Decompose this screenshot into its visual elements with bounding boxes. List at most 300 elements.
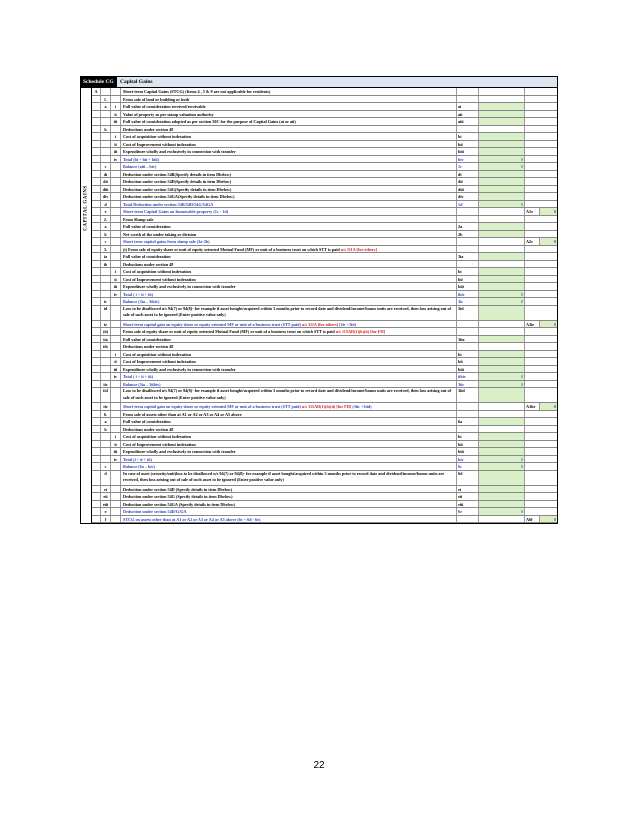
row-label-text: Net worth of the under taking or division <box>123 231 197 237</box>
row-field-code: biii <box>456 148 478 155</box>
row-item-number: iid <box>101 388 111 402</box>
row-result-blank <box>524 111 557 118</box>
row-result-blank <box>524 178 557 185</box>
row-value-field[interactable] <box>478 493 524 500</box>
row-result-blank <box>524 328 557 335</box>
row-result-value[interactable]: 0 <box>539 516 557 523</box>
form-row <box>92 88 557 96</box>
row-sub-number: i <box>111 351 121 358</box>
row-result-blank <box>524 343 557 350</box>
row-section-letter <box>92 373 101 380</box>
row-value-field[interactable] <box>478 418 524 425</box>
form-row <box>92 486 557 494</box>
row-sub-number: i <box>111 433 121 440</box>
row-section-letter <box>92 463 101 470</box>
row-value-field <box>478 411 524 418</box>
row-sub-number: ii <box>111 141 121 148</box>
row-label-text: Expenditure wholly and exclusively in connection with transfer <box>123 366 236 372</box>
row-label <box>121 493 456 500</box>
form-row <box>92 418 557 426</box>
row-label-text: Deductions under section 48 <box>123 344 174 349</box>
row-result-code: A3iie <box>524 403 539 410</box>
row-section-letter <box>92 163 101 170</box>
row-label <box>121 171 456 178</box>
row-sub-number: iv <box>111 156 121 163</box>
schedule-tag: Schedule CG <box>81 77 117 87</box>
row-sub-number <box>111 501 121 508</box>
row-value-field[interactable]: 0 <box>478 156 524 163</box>
row-value-field <box>478 246 524 253</box>
row-section-letter <box>92 516 101 523</box>
row-field-code <box>456 261 478 268</box>
form-row <box>92 366 557 374</box>
row-value-field[interactable]: 0 <box>478 456 524 463</box>
row-label-text: Expenditure wholly and exclusively in connection with transfer <box>123 449 236 454</box>
row-value-field[interactable] <box>478 223 524 230</box>
row-sub-number: ii <box>111 441 121 448</box>
row-section-letter <box>92 403 101 410</box>
row-value-field[interactable] <box>478 193 524 200</box>
row-section-letter <box>92 306 101 320</box>
row-result-blank <box>524 118 557 125</box>
row-sub-number <box>111 208 121 215</box>
row-value-field[interactable] <box>478 148 524 155</box>
row-item-number: iic <box>101 381 111 388</box>
row-section-letter <box>92 351 101 358</box>
row-label-text: Deduction under section 54D(Specify details in item Dbelow) <box>123 179 232 184</box>
row-item-number <box>101 268 111 275</box>
row-section-letter <box>92 223 101 230</box>
row-sub-number <box>111 261 121 268</box>
row-label-text: Balance (3ia – 3ibiv) <box>123 299 160 304</box>
row-label-text: From Slump sale <box>123 216 154 222</box>
row-label-text: In case of asset (security/unit)loss to be disallowed u/s 94(7) or 94(8)- for example if asset bought/acquired within 3 months prior to record date and dividend/income/bonus units are received, then loss arising out of sale of such asset to be ignored (Enter positive value only) <box>123 470 445 482</box>
row-value-field[interactable]: 0 <box>478 373 524 380</box>
row-sub-number <box>111 246 121 253</box>
row-section-letter <box>92 103 101 110</box>
row-field-code: bi <box>456 351 478 358</box>
row-field-code: biv <box>456 456 478 463</box>
row-section-letter <box>92 486 101 493</box>
row-section-letter <box>92 171 101 178</box>
row-item-number <box>101 141 111 148</box>
row-label-text: Full value of consideration <box>123 419 171 424</box>
row-label-text: Total ( i + ii + iii) <box>123 291 153 297</box>
row-value-field[interactable] <box>478 471 524 485</box>
row-value-field[interactable] <box>478 178 524 185</box>
row-item-number <box>101 283 111 290</box>
row-section-letter <box>92 126 101 133</box>
row-result-blank <box>524 441 557 448</box>
row-formula: (3iic +3iid) <box>352 404 372 409</box>
row-label <box>121 216 456 223</box>
form-row <box>92 448 557 456</box>
row-label-text: Deduction under section 54GA(Specify details in item Dbelow) <box>123 194 235 199</box>
row-section-letter <box>92 111 101 118</box>
row-result-blank <box>524 231 557 238</box>
row-label <box>121 463 456 470</box>
row-value-field[interactable] <box>478 306 524 320</box>
form-row <box>92 231 557 239</box>
row-sub-number <box>111 186 121 193</box>
row-result-code: A6f <box>524 516 539 523</box>
row-label-text: Balance (6a – biv) <box>123 464 155 469</box>
form-row <box>92 493 557 501</box>
row-label-text: Full value of consideration <box>123 336 171 342</box>
row-value-field[interactable]: 0 <box>478 298 524 305</box>
row-sub-number: iii <box>111 283 121 290</box>
row-label <box>121 156 456 163</box>
row-sub-number <box>111 328 121 335</box>
row-section-letter <box>92 231 101 238</box>
row-value-field <box>478 343 524 350</box>
row-sub-number: iv <box>111 291 121 298</box>
row-result-blank <box>524 193 557 200</box>
row-field-code: biii <box>456 448 478 455</box>
row-label <box>121 253 456 260</box>
row-item-number: a <box>101 223 111 230</box>
row-label <box>121 508 456 515</box>
row-value-field[interactable]: 0 <box>478 163 524 170</box>
row-value-field[interactable] <box>478 186 524 193</box>
row-sub-number <box>111 298 121 305</box>
row-section-letter <box>92 441 101 448</box>
row-label <box>121 223 456 230</box>
row-result-blank <box>524 201 557 208</box>
row-result-blank <box>524 418 557 425</box>
form-row <box>92 501 557 509</box>
row-section-letter <box>92 343 101 350</box>
row-item-number: ic <box>101 298 111 305</box>
row-value-field <box>478 426 524 433</box>
row-label <box>121 246 456 253</box>
row-item-number: ie <box>101 321 111 328</box>
row-label <box>121 208 456 215</box>
row-label-text: Cost of Improvement without indexation <box>123 276 196 282</box>
row-label-text: Balance (3ia – 3iibiv) <box>123 381 161 387</box>
row-label <box>121 231 456 238</box>
row-item-number: b <box>101 426 111 433</box>
row-sub-number <box>111 201 121 208</box>
row-label-text: Short-term Capital Gains (STCG) (Items 4 , 5 & 9 are not applicable for residents) <box>123 89 271 94</box>
row-sub-number <box>111 471 121 485</box>
row-label-text: Deductions under section 48 <box>123 261 174 267</box>
row-value-field[interactable] <box>478 276 524 283</box>
row-result-blank <box>524 276 557 283</box>
row-value-field <box>478 516 524 523</box>
row-item-number <box>101 441 111 448</box>
row-field-code: aii <box>456 111 478 118</box>
row-field-code <box>456 238 478 245</box>
row-label-text: Cost of acquisition without indexation <box>123 269 191 274</box>
row-field-code: bi <box>456 268 478 275</box>
row-sub-number <box>111 96 121 103</box>
form-row <box>92 238 557 246</box>
row-item-number <box>101 291 111 298</box>
schedule-cg-form <box>80 76 558 524</box>
row-label-text: Total ( i + ii + iii) <box>123 374 153 379</box>
row-sub-number: iv <box>111 456 121 463</box>
row-result-blank <box>524 486 557 493</box>
row-label <box>121 433 456 440</box>
form-row <box>92 298 557 306</box>
row-result-value[interactable]: 0 <box>539 238 557 245</box>
row-section-letter <box>92 328 101 335</box>
row-section-letter <box>92 238 101 245</box>
row-result-value[interactable]: 0 <box>539 403 557 410</box>
row-label <box>121 178 456 185</box>
row-value-field <box>478 208 524 215</box>
row-result-blank <box>524 471 557 485</box>
row-item-number: a <box>101 103 111 110</box>
row-label <box>121 126 456 133</box>
row-item-number <box>101 366 111 373</box>
row-field-code: 3iic <box>456 381 478 388</box>
row-sub-number <box>111 193 121 200</box>
row-item-number: eiii <box>101 501 111 508</box>
row-label-text: Balance (aiii – biv) <box>123 164 157 169</box>
row-field-code: bii <box>456 358 478 365</box>
row-section-letter <box>92 193 101 200</box>
row-value-field[interactable] <box>478 103 524 110</box>
row-result-blank <box>524 246 557 253</box>
row-item-number: id <box>101 306 111 320</box>
row-label <box>121 381 456 388</box>
row-value-field[interactable] <box>478 486 524 493</box>
row-label <box>121 456 456 463</box>
row-label <box>121 238 456 245</box>
form-row <box>92 471 557 486</box>
row-item-number: c <box>101 463 111 470</box>
row-item-number <box>101 448 111 455</box>
row-value-field[interactable] <box>478 268 524 275</box>
row-sub-number <box>111 253 121 260</box>
row-field-code: 3ia <box>456 253 478 260</box>
row-label <box>121 358 456 365</box>
row-label-text: Value of property as per stamp valuation authority <box>123 111 214 117</box>
row-value-field[interactable] <box>478 501 524 508</box>
row-value-field[interactable] <box>478 253 524 260</box>
row-field-code: eiii <box>456 501 478 508</box>
row-label-text: Full value of consideration <box>123 254 171 259</box>
row-sub-number: iii <box>111 118 121 125</box>
row-section-letter <box>92 321 101 328</box>
row-sub-number <box>111 306 121 320</box>
row-label <box>121 373 456 380</box>
row-sub-number <box>111 493 121 500</box>
row-label-text: Deduction under section 54D (Specify details in item Dbelow) <box>123 486 233 492</box>
row-item-number <box>101 351 111 358</box>
row-result-blank <box>524 493 557 500</box>
row-sub-number <box>111 463 121 470</box>
row-field-code: biii <box>456 366 478 373</box>
form-row <box>92 381 557 389</box>
row-value-field[interactable] <box>478 358 524 365</box>
row-field-code: biv <box>456 156 478 163</box>
row-value-field[interactable] <box>478 351 524 358</box>
form-row <box>92 126 557 134</box>
row-label <box>121 88 456 95</box>
row-label-text: Full value of consideration <box>123 224 171 229</box>
row-sub-number <box>111 163 121 170</box>
row-label <box>121 441 456 448</box>
row-result-blank <box>524 148 557 155</box>
row-value-field[interactable] <box>478 118 524 125</box>
row-result-blank <box>524 156 557 163</box>
row-label <box>121 148 456 155</box>
row-item-number: c <box>101 238 111 245</box>
row-label <box>121 261 456 268</box>
row-label <box>121 403 456 410</box>
row-label-text: Short-term Capital Gains on Immovable property (1c - 1d) <box>123 209 229 214</box>
row-field-code: iibiv <box>456 373 478 380</box>
form-row <box>92 253 557 261</box>
row-result-value[interactable]: 0 <box>539 321 557 328</box>
row-value-field[interactable] <box>478 141 524 148</box>
row-result-blank <box>524 103 557 110</box>
form-row <box>92 186 557 194</box>
row-label <box>121 388 456 402</box>
row-field-code: 3iid <box>456 388 478 402</box>
row-label-text: Loss to be disallowed u/s 94(7) or 94(8)- for example if asset bought/acquired within 3 months prior to record date and dividend/income/bonus units are received, then loss arising out of sale of such asset to be ignored (Enter positive value only) <box>123 305 451 317</box>
form-row <box>92 411 557 419</box>
row-value-field[interactable]: 0 <box>478 201 524 208</box>
row-label <box>121 96 456 103</box>
row-section-letter <box>92 141 101 148</box>
form-row <box>92 358 557 366</box>
form-row <box>92 118 557 126</box>
row-label <box>121 276 456 283</box>
row-section-letter <box>92 358 101 365</box>
row-label-text: STCG on assets other than at A1 or A2 or A3 or A4 or A5 above (6c + 6d - 6e) <box>123 516 261 522</box>
row-field-code: 3iia <box>456 336 478 343</box>
row-label <box>121 283 456 290</box>
row-item-number: d <box>101 471 111 485</box>
form-row <box>92 351 557 359</box>
form-row <box>92 103 557 111</box>
row-field-code: bii <box>456 276 478 283</box>
row-section-letter <box>92 186 101 193</box>
row-item-number <box>101 456 111 463</box>
row-value-field[interactable] <box>478 171 524 178</box>
row-item-number <box>101 433 111 440</box>
row-sub-number <box>111 216 121 223</box>
form-row <box>92 156 557 164</box>
row-result-blank <box>524 456 557 463</box>
row-sub-number <box>111 411 121 418</box>
row-item-number <box>101 373 111 380</box>
row-value-field[interactable] <box>478 336 524 343</box>
row-label <box>121 321 456 328</box>
row-value-field[interactable]: 0 <box>478 508 524 515</box>
row-item-number: d <box>101 201 111 208</box>
row-field-code: ai <box>456 103 478 110</box>
row-item-number: div <box>101 193 111 200</box>
form-row <box>92 456 557 464</box>
row-sub-number: i <box>111 103 121 110</box>
row-value-field[interactable] <box>478 231 524 238</box>
row-label <box>121 141 456 148</box>
row-section-letter <box>92 366 101 373</box>
row-label <box>121 193 456 200</box>
form-row <box>92 223 557 231</box>
row-result-blank <box>524 351 557 358</box>
row-item-number: e <box>101 508 111 515</box>
row-value-field[interactable]: 0 <box>478 381 524 388</box>
row-result-blank <box>524 291 557 298</box>
row-field-code: 6d <box>456 471 478 485</box>
row-sub-number <box>111 388 121 402</box>
row-sub-number <box>111 88 121 95</box>
row-item-number <box>101 118 111 125</box>
row-label <box>121 343 456 350</box>
row-label-text: Short-term capital gain on equity share or equity oriented MF or unit of a business trust (STT paid) <box>123 321 301 327</box>
row-value-field[interactable] <box>478 366 524 373</box>
row-value-field[interactable]: 0 <box>478 463 524 470</box>
row-section-letter <box>92 433 101 440</box>
row-field-code: 3ic <box>456 298 478 305</box>
row-value-field[interactable] <box>478 433 524 440</box>
row-label-text: Cost of Improvement without indexation <box>123 141 196 147</box>
form-row <box>92 178 557 186</box>
row-section-letter <box>92 448 101 455</box>
row-section-letter <box>92 283 101 290</box>
row-label-text: Deduction under section 54G(Specify details in item Dbelow) <box>123 186 232 192</box>
row-sub-number <box>111 223 121 230</box>
row-sub-number <box>111 321 121 328</box>
row-result-blank <box>524 358 557 365</box>
row-field-code <box>456 426 478 433</box>
side-label-text: CAPITAL GAINS <box>83 185 89 231</box>
row-label-text: (i) From sale of equity share or unit of equity oriented Mutual Fund (MF) or unit of a business trust on which STT is paid <box>123 246 340 252</box>
row-result-blank <box>524 501 557 508</box>
form-row <box>92 388 557 403</box>
form-row <box>92 246 557 254</box>
form-row <box>92 261 557 269</box>
row-value-field[interactable] <box>478 283 524 290</box>
row-section-letter <box>92 426 101 433</box>
row-value-field[interactable]: 0 <box>478 291 524 298</box>
row-value-field[interactable] <box>478 388 524 402</box>
row-field-code: 6a <box>456 418 478 425</box>
row-result-blank <box>524 336 557 343</box>
row-sub-number: iii <box>111 448 121 455</box>
row-section-letter <box>92 156 101 163</box>
row-label-text: From sale of equity share or unit of equity oriented Mutual Fund (MF) or unit of a business trust on which STT is paid <box>123 329 335 334</box>
row-value-field <box>478 321 524 328</box>
row-value-field[interactable] <box>478 133 524 140</box>
row-field-code: bi <box>456 433 478 440</box>
row-field-code <box>456 321 478 328</box>
row-value-field[interactable] <box>478 441 524 448</box>
row-item-number: f <box>101 516 111 523</box>
row-value-field[interactable] <box>478 448 524 455</box>
row-value-field[interactable] <box>478 111 524 118</box>
row-sub-number <box>111 418 121 425</box>
row-field-code: 1d <box>456 201 478 208</box>
row-sub-number <box>111 343 121 350</box>
form-row <box>92 291 557 299</box>
row-result-blank <box>524 88 557 95</box>
row-sub-number: iv <box>111 373 121 380</box>
row-result-blank <box>524 411 557 418</box>
row-label-text: Total (bi + bii + biii) <box>123 156 159 162</box>
row-item-number: 3. <box>101 246 111 253</box>
row-result-blank <box>524 126 557 133</box>
row-field-code: 6e <box>456 508 478 515</box>
row-result-value[interactable]: 0 <box>539 208 557 215</box>
row-label-text: Deduction under section 54B(Specify details in item Dbelow) <box>123 171 231 177</box>
